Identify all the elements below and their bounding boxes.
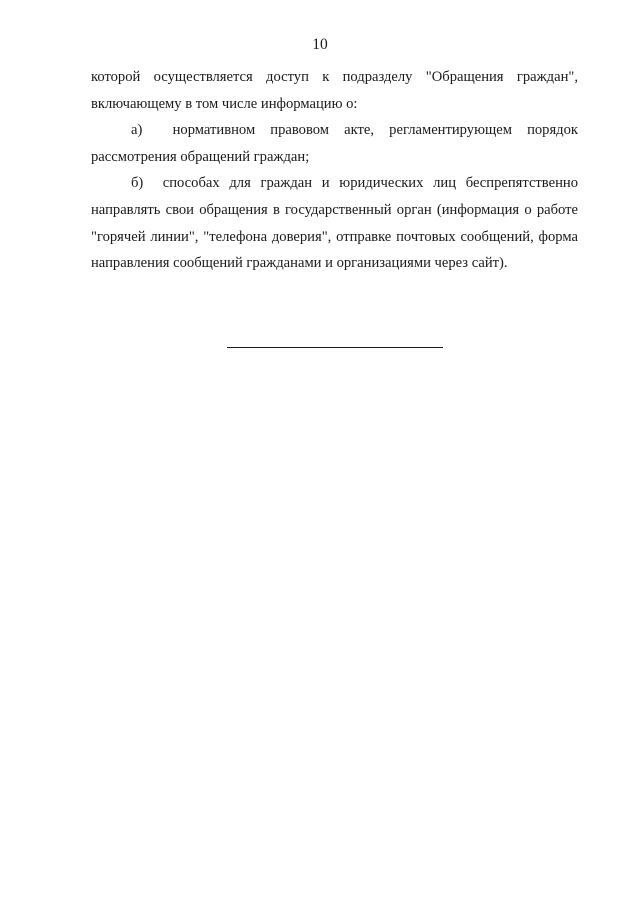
paragraph-access-subsection: которой осуществляется доступ к подразделу "Обращения граждан", включающему в том числе информацию о: bbox=[91, 69, 578, 112]
end-separator-line bbox=[227, 347, 443, 348]
list-item-a: а) нормативном правовом акте, регламентирующем порядок рассмотрения обращений граждан; bbox=[91, 122, 578, 165]
page-number: 10 bbox=[312, 36, 328, 53]
document-body bbox=[91, 64, 578, 277]
list-item-b: б) способах для граждан и юридических лиц беспрепятственно направлять свои обращения в государственный орган (информация о работе "горячей линии", "телефона доверия", отправке почтовых сообщений, форма направления сообщений гражданами и организациями через сайт). bbox=[91, 175, 578, 272]
